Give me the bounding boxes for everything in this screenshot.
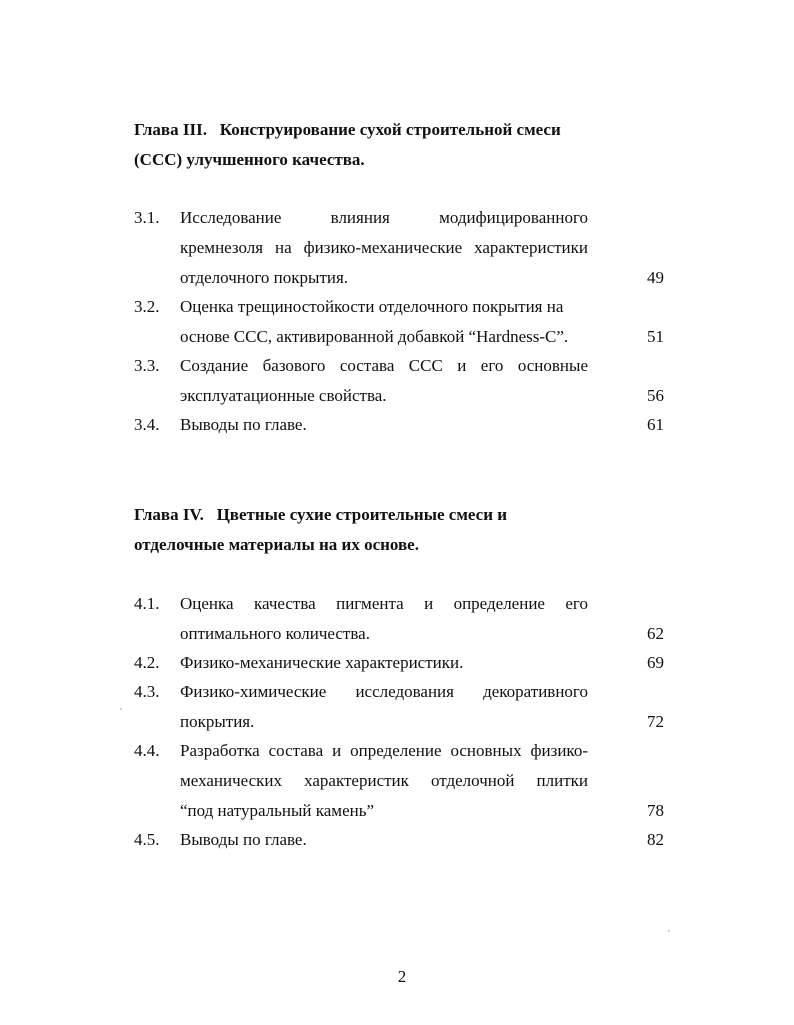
toc-entry-text-line: основе ССС, активированной добавкой “Hardness-C”. — [180, 327, 569, 346]
toc-entry-4-1 — [134, 589, 664, 649]
toc-entry-page-number: 56 — [647, 386, 664, 405]
toc-entry-number: 4.1. — [134, 594, 160, 613]
toc-entry-page-number: 78 — [647, 801, 664, 820]
chapter-4-heading — [134, 500, 634, 560]
toc-entry-number: 3.1. — [134, 208, 160, 227]
toc-entry-text-line: Выводы по главе. — [180, 415, 307, 434]
toc-entry-number: 4.5. — [134, 830, 160, 849]
toc-entry-text-line: Выводы по главе. — [180, 830, 307, 849]
chapter-4-title-line-2: отделочные материалы на их основе. — [134, 535, 419, 554]
toc-entry-3-2 — [134, 292, 664, 352]
toc-entry-text-line: механических характеристик отделочной плитки — [180, 771, 588, 790]
toc-entry-text-line: Разработка состава и определение основных физико- — [180, 741, 588, 760]
toc-entry-4-4 — [134, 736, 664, 826]
toc-entry-number: 4.4. — [134, 741, 160, 760]
toc-entry-text-line: отделочного покрытия. — [180, 268, 349, 287]
toc-entry-number: 3.3. — [134, 356, 160, 375]
toc-entry-text-line: Создание базового состава ССС и его основные — [180, 356, 588, 375]
toc-entry-page-number: 61 — [647, 415, 664, 434]
toc-entry-text-line: Оценка качества пигмента и определение его — [180, 594, 588, 613]
toc-entry-text-line: Физико-химические исследования декоративного — [180, 682, 588, 701]
chapter-3-title-line-2: (ССС) улучшенного качества. — [134, 150, 365, 169]
chapter-3-title-line-1: Глава III. Конструирование сухой строительной смеси — [134, 120, 561, 139]
toc-entry-text-line: Оценка трещиностойкости отделочного покрытия на — [180, 297, 564, 316]
toc-entry-page-number: 82 — [647, 830, 664, 849]
toc-entry-page-number: 69 — [647, 653, 664, 672]
toc-entry-number: 3.4. — [134, 415, 160, 434]
toc-entry-text-line: оптимального количества. — [180, 624, 370, 643]
toc-entry-text-line: Физико-механические характеристики. — [180, 653, 464, 672]
scan-speck — [668, 930, 670, 932]
toc-entry-4-5 — [134, 825, 664, 855]
page-number: 2 — [397, 967, 407, 986]
toc-entry-3-1 — [134, 203, 664, 293]
toc-entry-text-line: кремнезоля на физико-механические характеристики — [180, 238, 588, 257]
toc-entry-3-4 — [134, 410, 664, 440]
toc-entry-4-3 — [134, 677, 664, 737]
toc-entry-text-line: Исследование влияния модифицированного — [180, 208, 588, 227]
toc-entry-text-line: “под натуральный камень” — [180, 801, 375, 820]
toc-entry-page-number: 51 — [647, 327, 664, 346]
toc-entry-text-line: эксплуатационные свойства. — [180, 386, 387, 405]
toc-entry-page-number: 49 — [647, 268, 664, 287]
toc-entry-page-number: 62 — [647, 624, 664, 643]
chapter-3-heading — [134, 115, 634, 175]
chapter-4-title-line-1: Глава IV. Цветные сухие строительные смеси и — [134, 505, 508, 524]
toc-entry-number: 3.2. — [134, 297, 160, 316]
toc-entry-number: 4.3. — [134, 682, 160, 701]
toc-entry-page-number: 72 — [647, 712, 664, 731]
toc-entry-3-3 — [134, 351, 664, 411]
toc-entry-number: 4.2. — [134, 653, 160, 672]
toc-entry-text-line: покрытия. — [180, 712, 255, 731]
scan-speck — [120, 708, 122, 710]
toc-entry-4-2 — [134, 648, 664, 678]
